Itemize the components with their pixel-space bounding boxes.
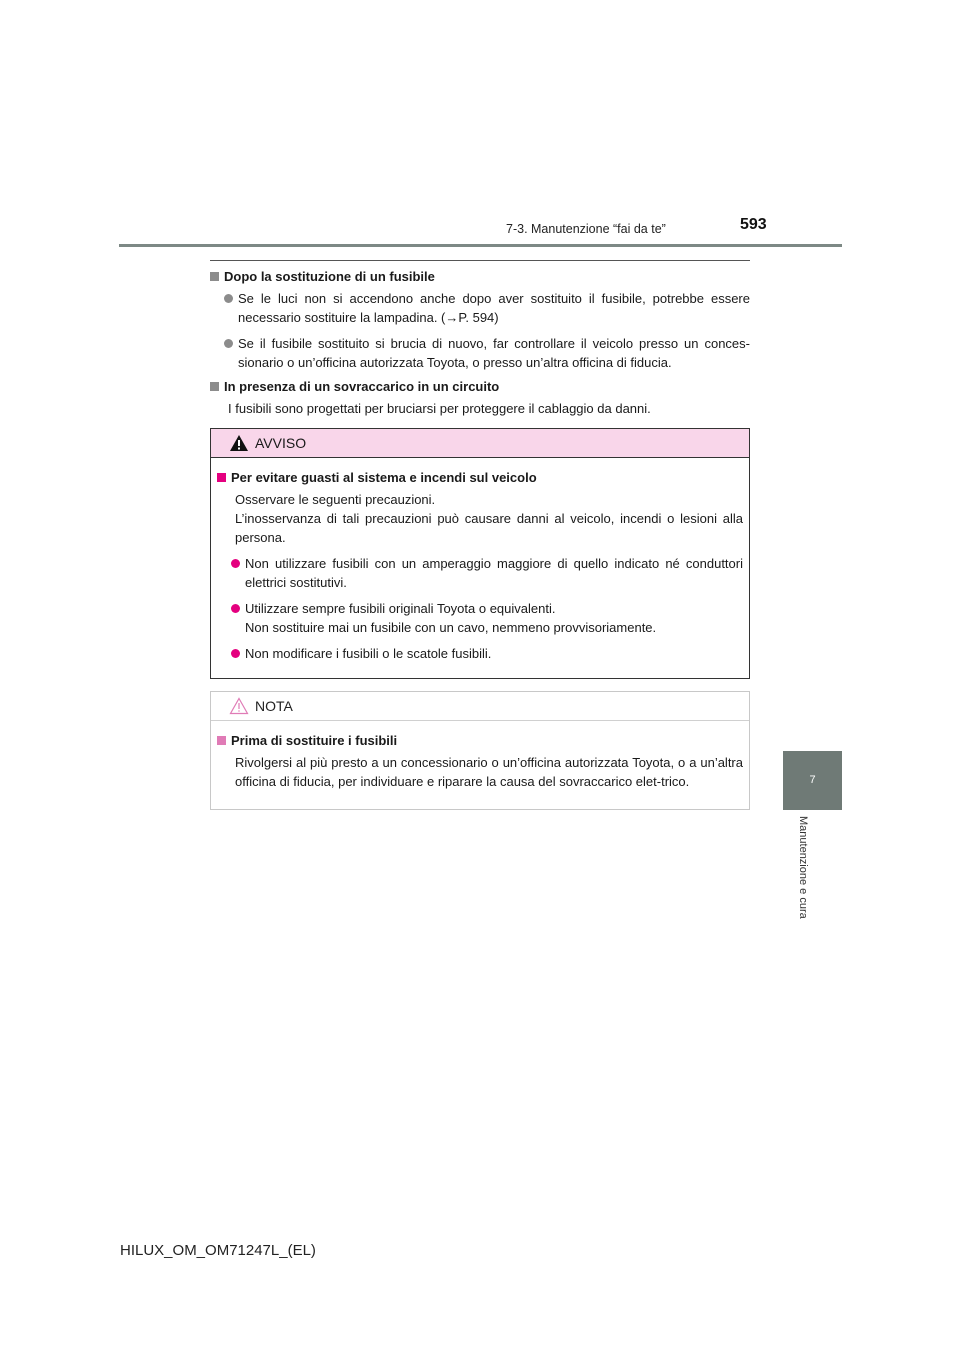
list-item: Se le luci non si accendono anche dopo aver sostituito il fusibile, potrebbe essere necessario sostituire la lampadina. (→P. 594) <box>224 289 750 327</box>
note-label: NOTA <box>255 698 293 714</box>
warning-body <box>211 458 749 678</box>
note-box <box>210 691 750 810</box>
note-body <box>211 721 749 809</box>
document-code: HILUX_OM_OM71247L_(EL) <box>120 1242 316 1259</box>
list-item: Utilizzare sempre fusibili originali Toyota o equivalenti. Non sostituire mai un fusibile con un cavo, nemmeno provvisoriamente. <box>231 599 743 637</box>
square-bullet-icon <box>210 382 219 391</box>
list-item: Se il fusibile sostituito si brucia di nuovo, far controllare il veicolo presso un conces-sionario o un’officina autorizzata Toyota, o presso un’altra officina di fiducia. <box>224 334 750 372</box>
note-triangle-icon <box>229 697 249 715</box>
bullet-icon <box>224 294 233 303</box>
chapter-tab: 7 <box>783 751 842 810</box>
list-item: Non modificare i fusibili o le scatole fusibili. <box>231 644 743 663</box>
header-divider <box>119 244 842 247</box>
section-title: Dopo la sostituzione di un fusibile <box>210 269 750 284</box>
note-title: Prima di sostituire i fusibili <box>217 733 743 748</box>
section-text: I fusibili sono progettati per bruciarsi per proteggere il cablaggio da danni. <box>228 401 651 416</box>
page-number: 593 <box>740 216 767 233</box>
warning-triangle-icon <box>229 434 249 452</box>
warning-label: AVVISO <box>255 435 307 451</box>
chapter-label: Manutenzione e cura <box>797 816 809 919</box>
bullet-icon <box>231 604 240 613</box>
section-title: In presenza di un sovraccarico in un circuito <box>210 379 750 394</box>
bullet-icon <box>231 649 240 658</box>
content-divider <box>210 260 750 261</box>
warning-title: Per evitare guasti al sistema e incendi sul veicolo <box>217 470 743 485</box>
square-bullet-icon <box>217 736 226 745</box>
note-text: Rivolgersi al più presto a un concessionario o un’officina autorizzata Toyota, o a un’altra officina di fiducia, per individuare e riparare la causa del sovraccarico elet-trico. <box>235 755 743 789</box>
warning-box <box>210 428 750 679</box>
bullet-icon <box>231 559 240 568</box>
warning-header <box>211 429 749 458</box>
list-item: Non utilizzare fusibili con un amperaggio maggiore di quello indicato né conduttori elettrici sostitutivi. <box>231 554 743 592</box>
square-bullet-icon <box>217 473 226 482</box>
note-header <box>211 692 749 721</box>
bullet-icon <box>224 339 233 348</box>
square-bullet-icon <box>210 272 219 281</box>
page-content <box>210 260 750 810</box>
section-heading: 7-3. Manutenzione “fai da te” <box>506 222 666 236</box>
warning-intro: Osservare le seguenti precauzioni. L’inosservanza di tali precauzioni può causare danni al veicolo, incendi o lesioni alla persona. <box>235 492 743 545</box>
